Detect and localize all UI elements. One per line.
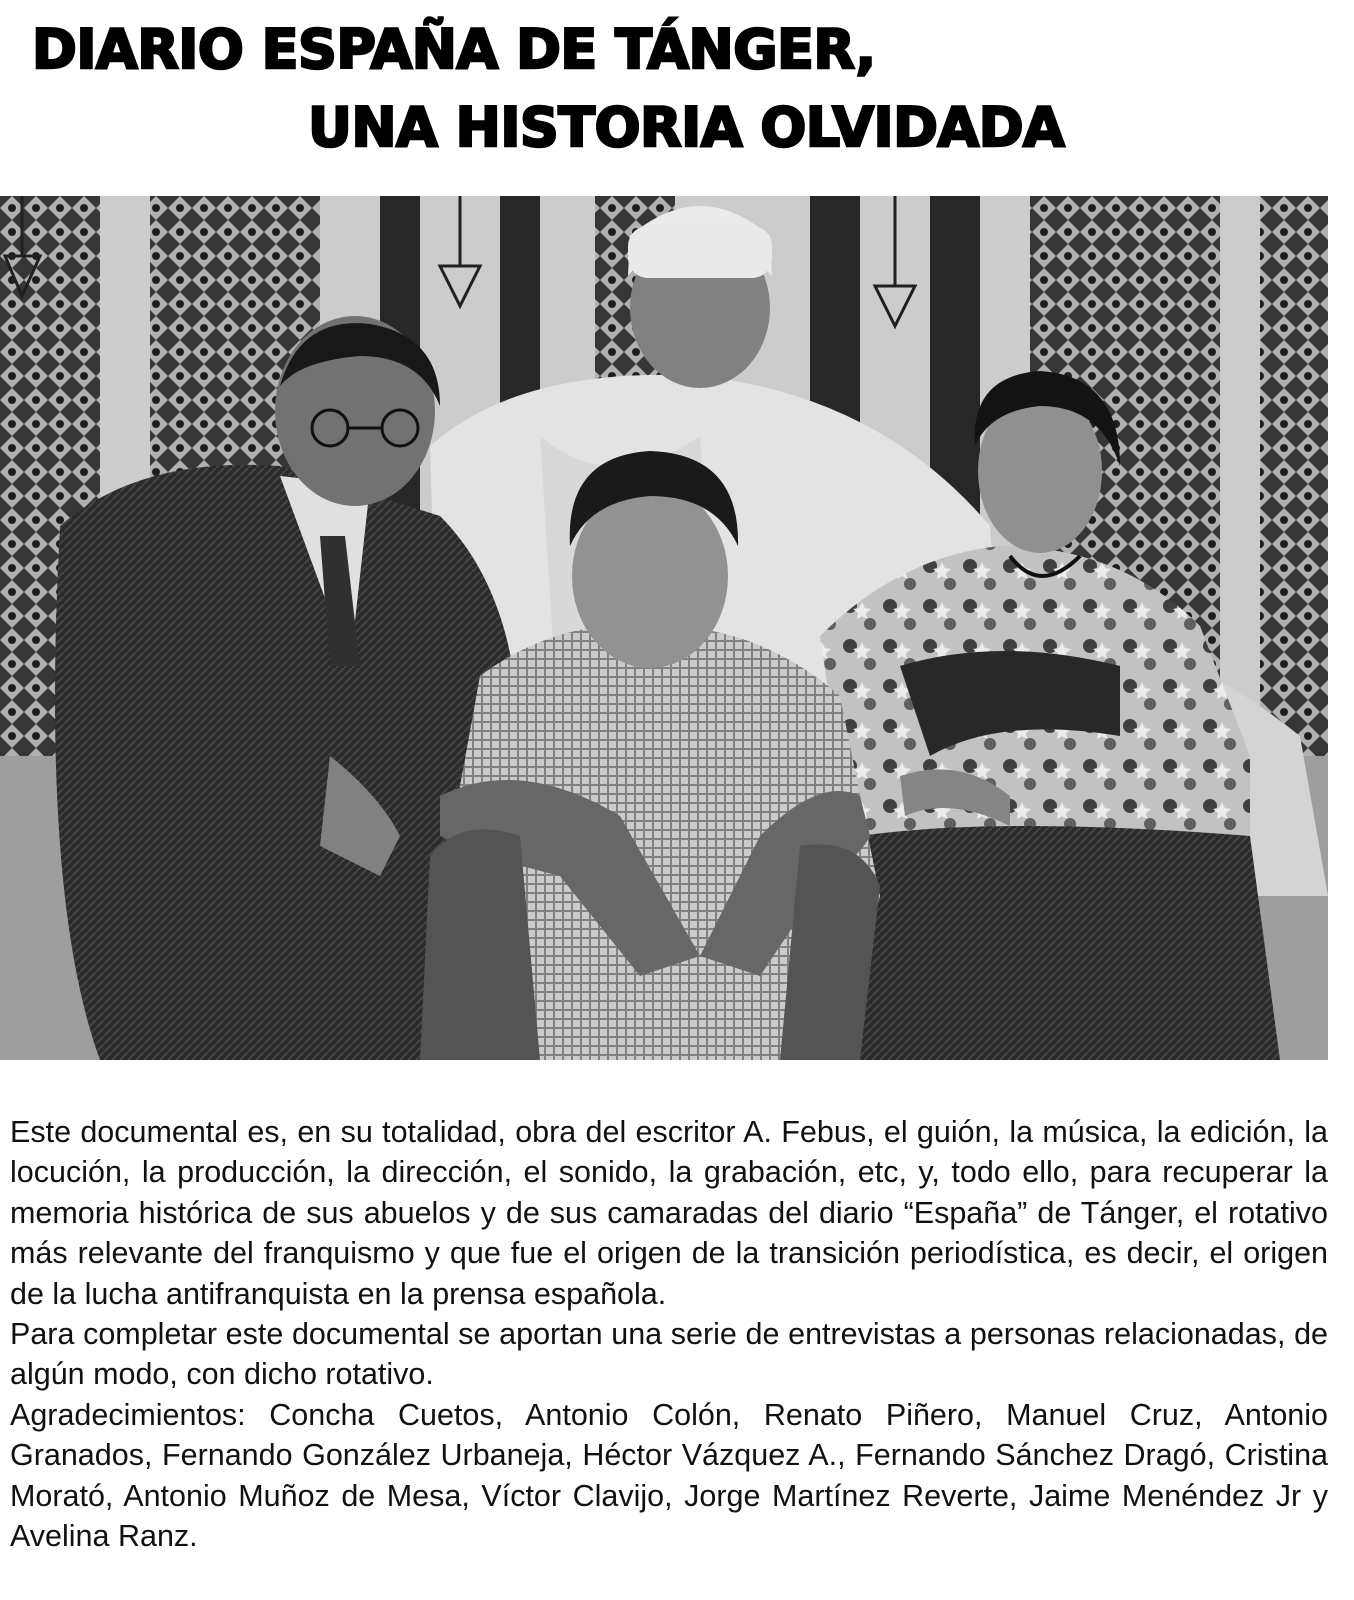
- headline-line-2: UNA HISTORIA OLVIDADA: [308, 96, 1065, 159]
- family-photo: [0, 196, 1328, 1060]
- paragraph-intro: Este documental es, en su totalidad, obra del escritor A. Febus, el guión, la música, la edición, la locución, la producción, la dirección, el sonido, la grabación, etc, y, todo ello, para recuperar la memoria histórica de sus abuelos y de sus camaradas del diario “España” de Tánger, el rotativo más relevante del franquismo y que fue el origen de la transición periodística, es decir, el origen de la lucha antifranquista en la prensa española.: [10, 1115, 1328, 1311]
- headline-line-1: DIARIO ESPAÑA DE TÁNGER,: [32, 18, 876, 81]
- article-body: [10, 1112, 1328, 1556]
- family-photo-icon: [0, 196, 1328, 1060]
- paragraph-interviews: Para completar este documental se aportan una serie de entrevistas a personas relacionadas, de algún modo, con dicho rotativo.: [10, 1317, 1328, 1392]
- paragraph-acknowledgements: Agradecimientos: Concha Cuetos, Antonio Colón, Renato Piñero, Manuel Cruz, Antonio Granados, Fernando González Urbaneja, Héctor Vázquez A., Fernando Sánchez Dragó, Cristina Morató, Antonio Muñoz de Mesa, Víctor Clavijo, Jorge Martínez Reverte, Jaime Menéndez Jr y Avelina Ranz.: [10, 1397, 1328, 1554]
